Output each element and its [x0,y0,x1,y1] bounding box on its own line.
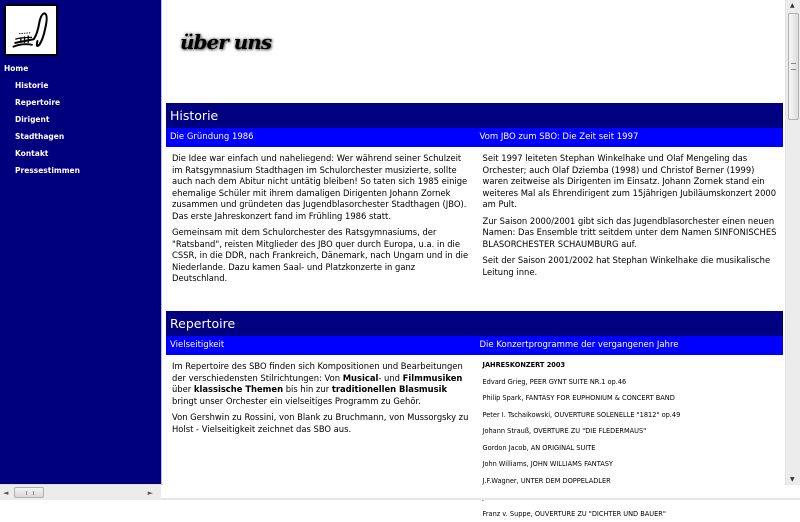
scrollbar-thumb[interactable] [14,487,44,498]
right-column [475,147,784,290]
nav-item-stadthagen[interactable]: Stadthagen [0,128,161,145]
concert-piece: Philip Spark, FANTASY FOR EUPHONIUM & CONCERT BAND [483,390,778,407]
concert-year-heading: JAHRESKONZERT 2003 [483,357,778,374]
paragraph: Zur Saison 2000/2001 gibt sich das Jugendblasorchester einen neuen Namen: Das Ensemble tritt seitdem unter dem Namen SINFONISCHES BLASORCHESTER SCHAUMBURG auf. [483,216,778,251]
window-bottom-edge [161,485,800,500]
sidebar-nav [0,60,161,179]
sidebar-frame [0,0,161,500]
historie-section [166,103,783,290]
subheader-left: Die Gründung 1986 [166,128,474,147]
scroll-right-arrow-icon[interactable]: ► [148,489,153,497]
subheader-right: Vom JBO zum SBO: Die Zeit seit 1997 [474,128,784,147]
concert-piece: John Williams, JOHN WILLIAMS FANTASY [483,456,778,473]
paragraph: Von Gershwin zu Rossini, von Blank zu Bruchmann, von Mussorgsky zu Holst - Vielseitigkeit zeichnet das SBO aus. [172,412,469,435]
content-frame [161,0,800,500]
paragraph: Seit der Saison 2001/2002 hat Stephan Winkelhake die musikalische Leitung inne. [483,255,778,278]
paragraph: Die Idee war einfach und naheliegend: Wer während seiner Schulzeit im Ratsgymnasium Stadthagen im Schulorchester musizierte, sollte auch nach dem Abitur nicht untätig bleiben! So taten sich 1985 einige ehemalige Schüler mit ihrem damaligen Dirigenten Johann Zornek zusammen und gründeten das Jugendblasorchester Stadthagen (JBO). Das erste Jahreskonzert fand im Frühling 1986 statt. [172,153,469,222]
concert-piece: Franz v. Suppe, OUVERTURE ZU "DICHTER UND BAUER" [483,506,778,522]
section-title: Historie [166,103,783,128]
paragraph: Im Repertoire des SBO finden sich Kompositionen und Bearbeitungen der verschiedensten Stilrichtungen: Von Musical- und Filmmusiken über klassische Themen bis hin zur traditionellen Blasmusik bringt unser Orchester ein vielseitiges Programm zu Gehör. [172,361,469,407]
nav-item-home[interactable]: Home [0,60,161,77]
subheader-left: Vielseitigkeit [166,336,474,355]
concert-piece: Peter I. Tschaikowski, OUVERTURE SOLENELLE "1812" op.49 [483,407,778,424]
section-title: Repertoire [166,311,783,336]
two-column-body [166,147,783,290]
nav-item-historie[interactable]: Historie [0,77,161,94]
scroll-left-arrow-icon[interactable]: ◄ [3,489,8,497]
concert-piece: J.F.Wagner, UNTER DEM DOPPELADLER [483,473,778,490]
vertical-scrollbar[interactable] [785,0,800,485]
logo-signature-icon [6,6,56,54]
concert-piece: Johann Strauß, OVERTURE ZU "DIE FLEDERMAUS" [483,423,778,440]
sidebar-horizontal-scrollbar[interactable] [0,484,161,500]
nav-item-kontakt[interactable]: Kontakt [0,145,161,162]
scrollbar-thumb[interactable] [788,13,799,120]
page-title-graphic: über uns [180,30,271,54]
nav-item-dirigent[interactable]: Dirigent [0,111,161,128]
left-column [166,147,475,290]
paragraph: Seit 1997 leiteten Stephan Winkelhake und Olaf Mengeling das Orchester; auch Olaf Dziemba (1998) und Christof Berner (1999) waren zeitweise als Dirigenten im Einsatz. Johann Zornek stand ein weiteres Mal als Ehrendirigent zum 15jährigen Jubiläumskonzert 2000 am Pult. [483,153,778,211]
concert-piece: Edvard Grieg, PEER GYNT SUITE NR.1 op.46 [483,374,778,391]
subheader-row [166,336,783,355]
nav-item-pressestimmen[interactable]: Pressestimmen [0,162,161,179]
scroll-down-arrow-icon[interactable]: ▼ [790,476,795,483]
scroll-up-arrow-icon[interactable]: ▲ [790,2,795,9]
logo[interactable] [4,4,58,56]
paragraph: Gemeinsam mit dem Schulorchester des Ratsgymnasiums, der "Ratsband", reisten Mitglieder des JBO quer durch Europa, u.a. in die CSSR, in die DDR, nach Frankreich, Dänemark, nach Ungarn und in die Niederlande. Dazu kamen Saal- und Platzkonzerte in ganz Deutschland. [172,227,469,285]
subheader-right: Die Konzertprogramme der vergangenen Jahre [474,336,784,355]
subheader-row [166,128,783,147]
concert-piece: Gordon Jacob, AN ORIGINAL SUITE [483,440,778,457]
nav-item-repertoire[interactable]: Repertoire [0,94,161,111]
